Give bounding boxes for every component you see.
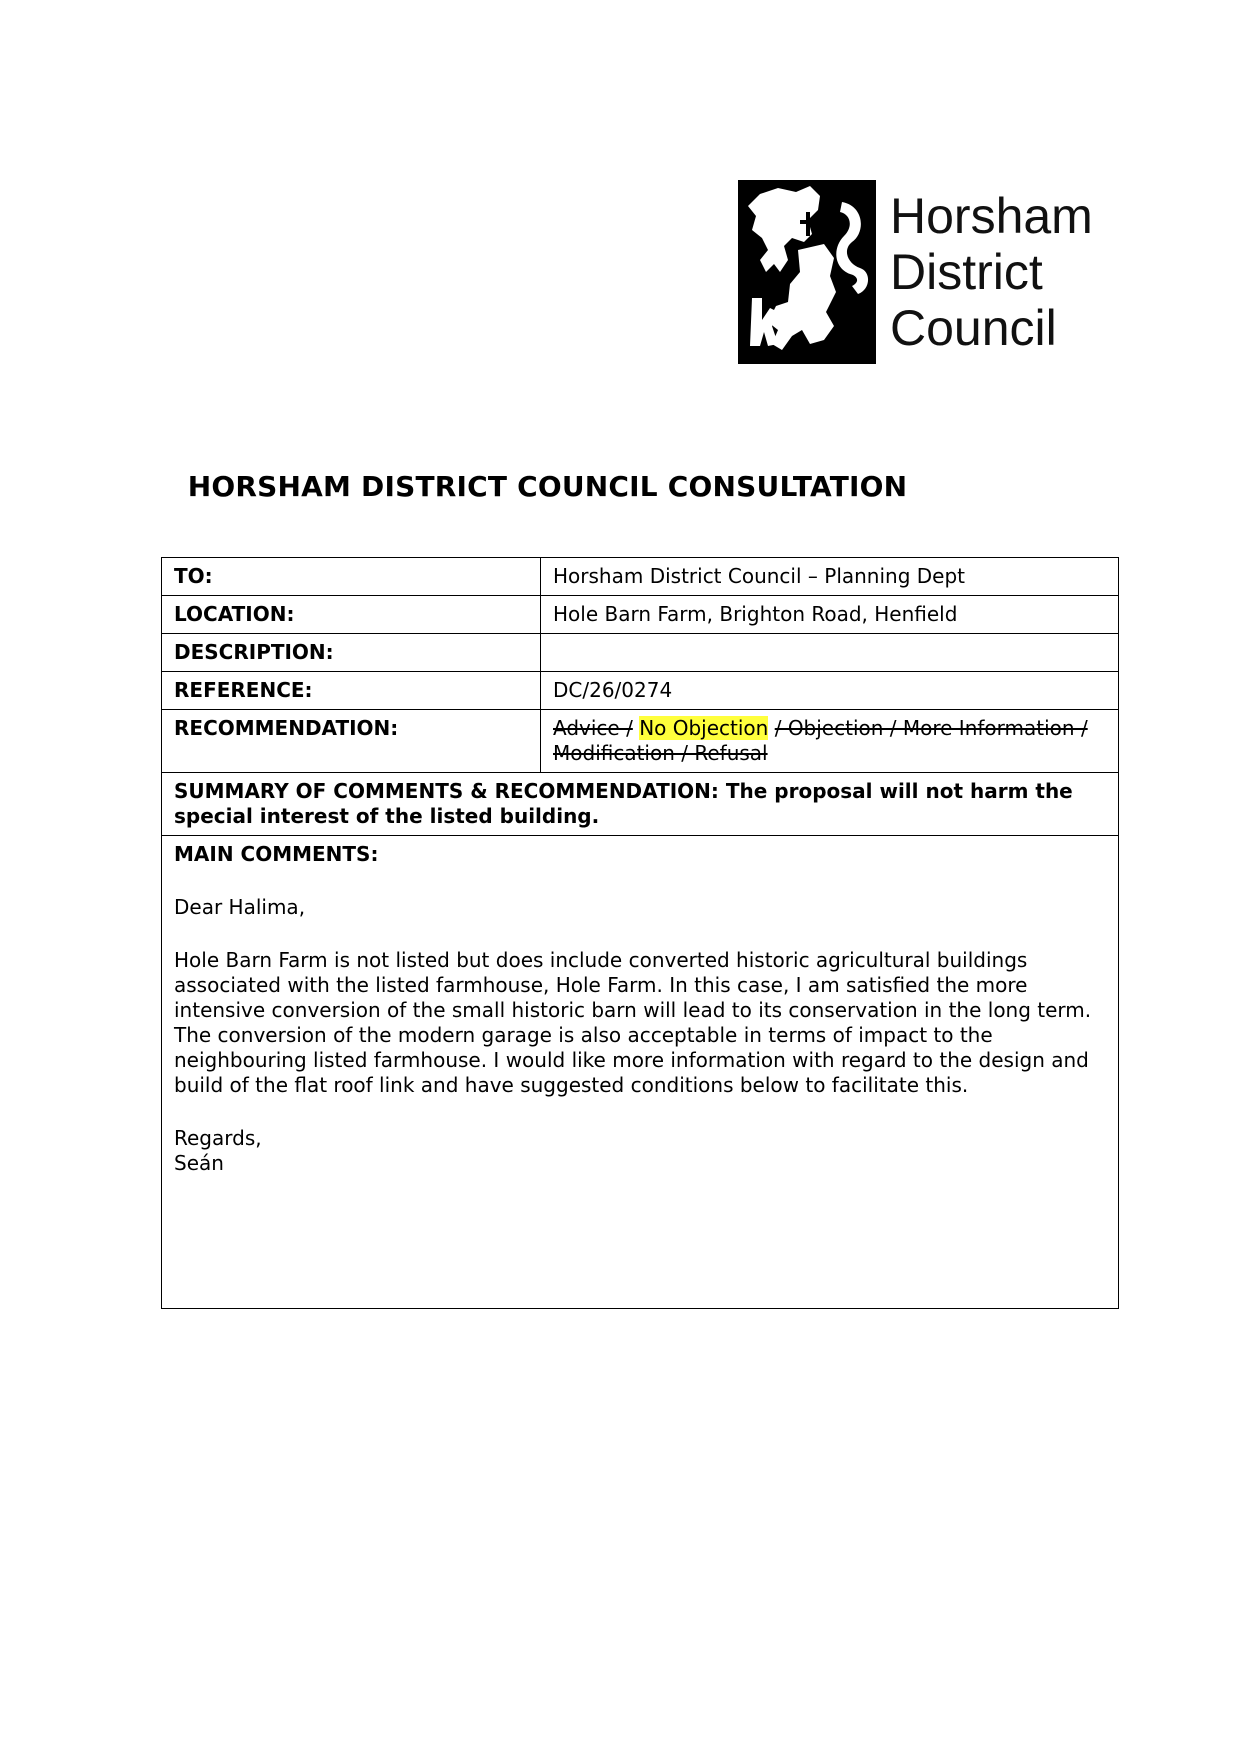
recommendation-struck-after: / Objection / More Information / Modification / Refusal [553,716,1088,765]
row-summary [162,773,1119,836]
council-logo [738,180,1098,364]
row-description [162,634,1119,672]
row-location [162,596,1119,634]
main-comments-cell [162,836,1119,1309]
logo-wordmark [890,188,1093,356]
description-label: DESCRIPTION: [162,634,541,672]
recommendation-label: RECOMMENDATION: [162,710,541,773]
description-value [541,634,1119,672]
location-value: Hole Barn Farm, Brighton Road, Henfield [541,596,1119,634]
logo-line-horsham: Horsham [890,188,1093,244]
comments-body: Hole Barn Farm is not listed but does include converted historic agricultural buildings associated with the listed farmhouse, Hole Farm. In this case, I am satisfied the more intensive conversion of the small historic barn will lead to its conservation in the long term. The conversion of the modern garage is also acceptable in terms of impact to the neighbouring listed farmhouse. I would like more information with regard to the design and build of the flat roof link and have suggested conditions below to facilitate this. [174,948,1092,1097]
to-label: TO: [162,558,541,596]
consultation-table [161,557,1119,1309]
main-comments-label: MAIN COMMENTS: [174,842,379,866]
signature: Seán [174,1151,224,1175]
to-value: Horsham District Council – Planning Dept [541,558,1119,596]
page-title-wrap [0,470,1241,503]
recommendation-value [541,710,1119,773]
lion-crest-icon [738,180,876,364]
row-reference [162,672,1119,710]
row-to [162,558,1119,596]
logo-line-district: District [890,244,1043,300]
logo-line-council: Council [890,300,1057,356]
page-title: HORSHAM DISTRICT COUNCIL CONSULTATION [187,470,908,503]
recommendation-struck-before: Advice / [553,716,633,740]
salutation: Dear Halima, [174,895,306,919]
row-main-comments [162,836,1119,1309]
recommendation-selected: No Objection [639,716,769,740]
closing: Regards, [174,1126,262,1150]
reference-value: DC/26/0274 [541,672,1119,710]
summary-text: SUMMARY OF COMMENTS & RECOMMENDATION: The proposal will not harm the special interest of the listed building. [162,773,1119,836]
location-label: LOCATION: [162,596,541,634]
row-recommendation [162,710,1119,773]
reference-label: REFERENCE: [162,672,541,710]
